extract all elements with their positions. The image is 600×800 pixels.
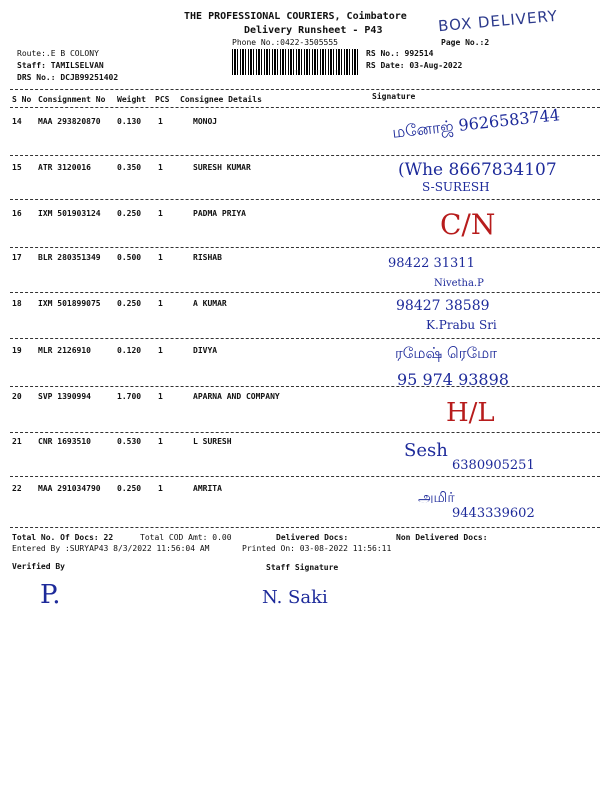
row-consignee: SURESH KUMAR (193, 163, 251, 172)
row-weight: 0.250 (117, 209, 142, 218)
row-consignee: RISHAB (193, 253, 222, 262)
row-consignment: IXM 501899075 (38, 299, 101, 308)
row-divider (10, 199, 600, 200)
row-signature-phone: 9443339602 (452, 506, 535, 521)
row-signature: 98427 38589 (396, 298, 490, 314)
col-signature: Signature (372, 92, 416, 101)
phone-number: Phone No.:0422-3505555 (232, 38, 338, 47)
row-sno: 15 (12, 163, 22, 172)
row-consignment: CNR 1693510 (38, 437, 91, 446)
row-signature-phone: 6380905251 (452, 458, 535, 473)
staff-signature-label: Staff Signature (266, 563, 339, 572)
row-signature: அமிர் (418, 490, 455, 506)
row-consignment: ATR 3120016 (38, 163, 91, 172)
verifier-signature: P. (40, 580, 61, 610)
row-signature-name: S-SURESH (422, 180, 490, 194)
row-consignee: L SURESH (193, 437, 232, 446)
row-consignee: A KUMAR (193, 299, 227, 308)
row-pcs: 1 (158, 117, 163, 126)
row-pcs: 1 (158, 299, 163, 308)
row-pcs: 1 (158, 253, 163, 262)
row-signature: H/L (446, 398, 495, 428)
staff-signature: N. Saki (262, 587, 328, 608)
row-signature: ரமேஷ் ரெமோ (395, 344, 498, 362)
row-weight: 0.500 (117, 253, 142, 262)
row-sno: 21 (12, 437, 22, 446)
row-divider (10, 527, 600, 528)
page-number: Page No.:2 (441, 38, 490, 47)
col-consignee: Consignee Details (180, 95, 262, 104)
col-weight: Weight (117, 95, 146, 104)
row-weight: 1.700 (117, 392, 142, 401)
row-signature: (Whe 8667834107 (398, 160, 557, 180)
row-divider (10, 476, 600, 477)
row-divider (10, 247, 600, 248)
staff-label: Staff: TAMILSELVAN (17, 61, 104, 70)
row-weight: 0.130 (117, 117, 142, 126)
row-sno: 20 (12, 392, 22, 401)
rs-date: RS Date: 03-Aug-2022 (366, 61, 463, 70)
row-pcs: 1 (158, 437, 163, 446)
total-docs: Total No. Of Docs: 22 (12, 533, 114, 542)
row-signature-phone: 95 974 93898 (397, 370, 509, 389)
row-divider (10, 338, 600, 339)
col-sno: S No (12, 95, 32, 104)
non-delivered-docs: Non Delivered Docs: (396, 533, 488, 542)
drs-number: DRS No.: DCJB99251402 (17, 73, 119, 82)
row-sno: 17 (12, 253, 22, 262)
row-divider (10, 155, 600, 156)
row-signature: Sesh (404, 440, 448, 461)
row-consignee: MONOJ (193, 117, 218, 126)
row-pcs: 1 (158, 346, 163, 355)
delivered-docs: Delivered Docs: (276, 533, 349, 542)
row-divider (10, 386, 600, 387)
row-weight: 0.530 (117, 437, 142, 446)
total-cod: Total COD Amt: 0.00 (140, 533, 232, 542)
box-delivery-stamp: BOX DELIVERY (437, 6, 559, 36)
row-consignee: AMRITA (193, 484, 222, 493)
row-weight: 0.250 (117, 484, 142, 493)
row-consignment: BLR 280351349 (38, 253, 101, 262)
row-consignment: MAA 293820870 (38, 117, 101, 126)
row-signature: மனோஜ் 9626583744 (391, 105, 561, 142)
row-sno: 22 (12, 484, 22, 493)
route-label: Route:.E B COLONY (17, 49, 99, 58)
row-sno: 18 (12, 299, 22, 308)
verified-by-label: Verified By (12, 562, 65, 571)
row-consignment: IXM 501903124 (38, 209, 101, 218)
col-pcs: PCS (155, 95, 170, 104)
row-weight: 0.120 (117, 346, 142, 355)
row-pcs: 1 (158, 209, 163, 218)
row-signature-name: Nivetha.P (434, 278, 484, 289)
row-divider (10, 292, 600, 293)
row-signature: 98422 31311 (388, 256, 475, 271)
barcode (232, 49, 360, 75)
row-consignee: APARNA AND COMPANY (193, 392, 280, 401)
printed-on: Printed On: 03-08-2022 11:56:11 (242, 544, 392, 553)
row-weight: 0.250 (117, 299, 142, 308)
row-sno: 14 (12, 117, 22, 126)
row-pcs: 1 (158, 484, 163, 493)
row-divider (10, 432, 600, 433)
runsheet-title: Delivery Runsheet - P43 (244, 25, 383, 36)
row-signature: C/N (440, 208, 496, 241)
header-top-rule (10, 89, 600, 90)
entered-by: Entered By :SURYAP43 8/3/2022 11:56:04 AM (12, 544, 210, 553)
header-bottom-rule (10, 107, 600, 108)
row-signature-name: K.Prabu Sri (426, 318, 497, 332)
row-sno: 16 (12, 209, 22, 218)
row-consignment: MAA 291034790 (38, 484, 101, 493)
col-consignment: Consignment No (38, 95, 106, 104)
row-pcs: 1 (158, 392, 163, 401)
company-name: THE PROFESSIONAL COURIERS, Coimbatore (184, 11, 407, 22)
row-weight: 0.350 (117, 163, 142, 172)
row-pcs: 1 (158, 163, 163, 172)
row-consignee: PADMA PRIYA (193, 209, 246, 218)
row-sno: 19 (12, 346, 22, 355)
row-consignment: SVP 1390994 (38, 392, 91, 401)
rs-number: RS No.: 992514 (366, 49, 434, 58)
row-consignment: MLR 2126910 (38, 346, 91, 355)
row-consignee: DIVYA (193, 346, 218, 355)
